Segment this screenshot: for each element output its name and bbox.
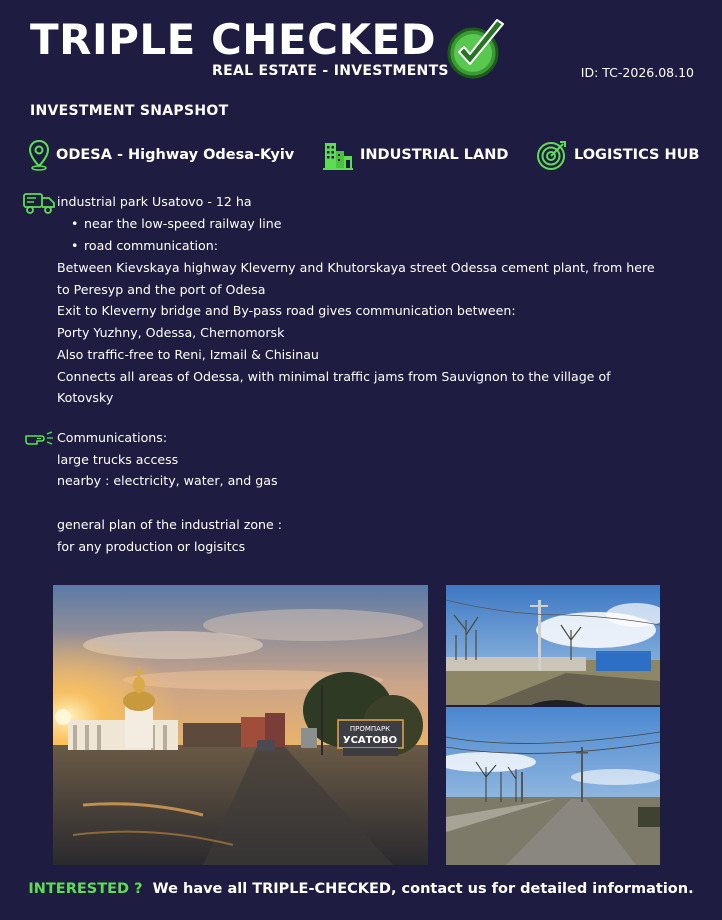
communications-section (57, 427, 282, 557)
photo-road-railway (446, 585, 660, 705)
tag-property-type (322, 138, 508, 172)
text-line: to Peresyp and the port of Odesa (57, 281, 266, 297)
photo-sunset-entrance (53, 585, 428, 865)
call-to-action (0, 881, 722, 897)
document-id: ID: TC-2026.08.10 (580, 65, 694, 80)
spacer (57, 492, 282, 514)
brand-subtitle: REAL ESTATE - INVESTMENTS (212, 63, 449, 79)
text-line: for any production or logisitcs (57, 538, 246, 554)
tag-purpose (536, 138, 699, 172)
text-line: Exit to Kleverny bridge and By-pass road gives communication between: (57, 303, 516, 319)
list-item: • near the low-speed railway line (71, 213, 282, 235)
cta-accent: INTERESTED ? (28, 881, 143, 897)
text-line: Porty Yuzhny, Odessa, Chernomorsk (57, 325, 285, 341)
description-body (57, 257, 655, 409)
list-item: • road communication: (71, 235, 282, 257)
tag-label: ODESA - Highway Odesa-Kyiv (56, 147, 295, 163)
text-line: nearby : electricity, water, and gas (57, 473, 278, 489)
cta-text: We have all TRIPLE-CHECKED, contact us for detailed information. (152, 881, 694, 897)
checkmark-logo-icon (441, 14, 511, 84)
text-line: large trucks access (57, 451, 179, 467)
text-line: Connects all areas of Odessa, with minimal traffic jams from Sauvignon to the village of (57, 368, 611, 384)
text-line: Also traffic-free to Reni, Izmail & Chisinau (57, 346, 319, 362)
text-line: Kotovsky (57, 390, 114, 406)
tag-location (28, 138, 294, 172)
target-icon (536, 139, 568, 171)
brand-title: TRIPLE CHECKED (30, 15, 437, 64)
tag-label: INDUSTRIAL LAND (360, 147, 509, 163)
section-title: INVESTMENT SNAPSHOT (30, 103, 229, 119)
text-line: Between Kievskaya highway Kleverny and Khutorskaya street Odessa cement plant, from here (57, 260, 655, 275)
description-headline: industrial park Usatovo - 12 ha (57, 194, 252, 209)
photo-road-power-lines (446, 707, 660, 865)
description-bullets (71, 213, 282, 256)
industrial-building-icon (322, 139, 354, 171)
text-line: general plan of the industrial zone : (57, 516, 283, 532)
pointing-hand-icon (24, 430, 54, 450)
communications-headline: Communications: (57, 430, 168, 445)
sign-text-line2: УСАТОВО (342, 735, 398, 746)
location-pin-icon (28, 139, 50, 171)
sign-text-line1: ПРОМПАРК (349, 725, 391, 733)
truck-icon (22, 190, 56, 220)
tag-label: LOGISTICS HUB (574, 147, 700, 163)
